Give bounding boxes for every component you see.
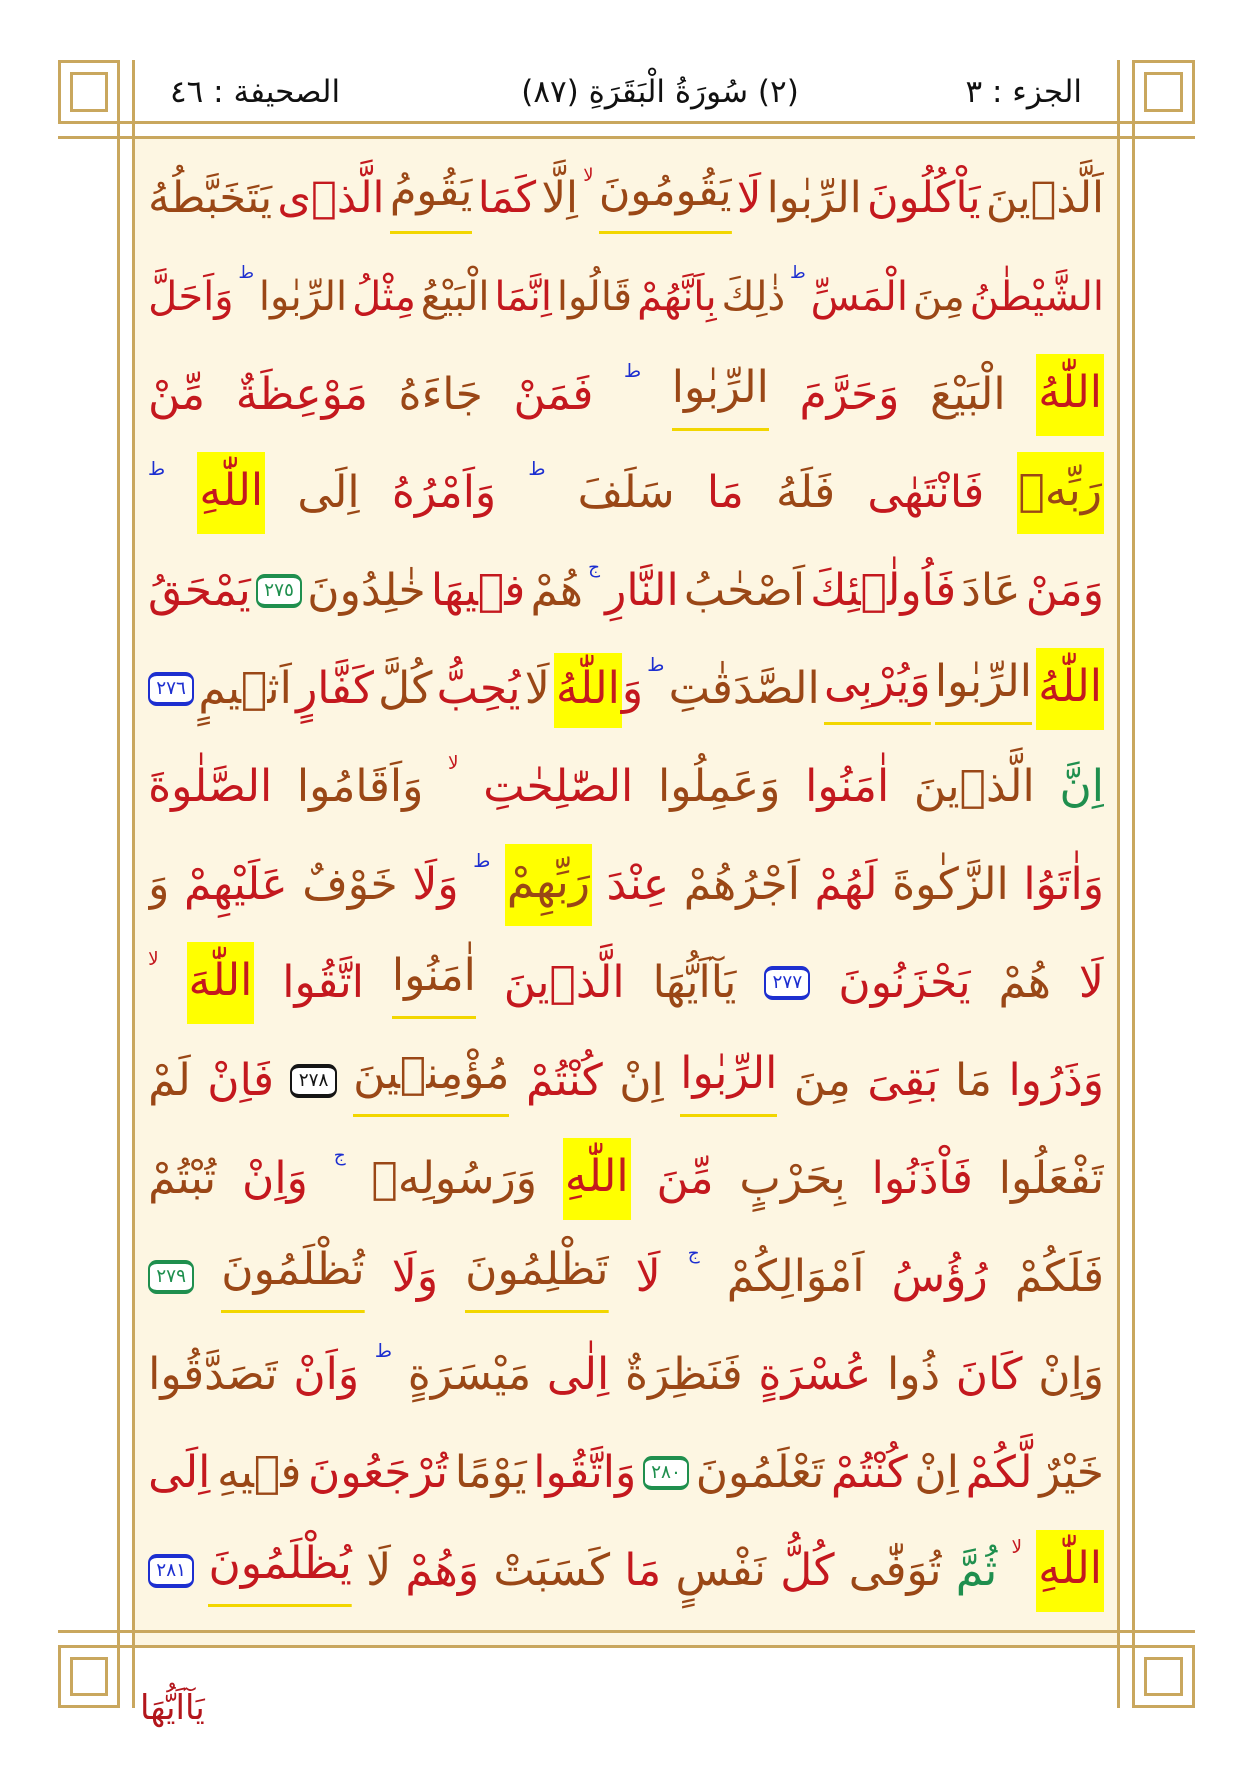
word: وَاِنْ [242,1153,308,1205]
ayah-number: ٢٧٧ [772,971,803,993]
word: لَا [366,1545,392,1597]
pause-mark: ج [588,557,601,578]
text-line [148,1424,1104,1522]
word: وَاٰتَوُا [1023,859,1104,911]
word: بِحَرْبٍ [739,1153,846,1205]
word: الَّذٖينَ [913,761,1035,813]
pause-mark: ط [790,262,806,282]
word: مَا [624,1545,662,1597]
word: وَلَا [412,859,459,911]
frame-line-bottom-inner [58,1630,1195,1633]
word: عَلَيْهِمْ [183,859,288,911]
word: فَاِنْ [207,1055,275,1107]
word: تَعْلَمُونَ [695,1447,825,1499]
pause-mark: ط [624,361,642,382]
word: كُنْتُمْ [525,1055,603,1107]
word: تُبْتُمْ [148,1153,217,1205]
word: اٰمَنُوا [392,947,476,1018]
word: اَلَّذٖينَ [985,173,1104,224]
word: تُرْجَعُونَ [308,1447,449,1499]
frame-line-top-outer [58,121,1195,124]
word: وَيُرْبِى [824,653,931,724]
frame-line-left-inner [132,60,135,1708]
frame-line-left-outer [117,60,120,1708]
word: مِثْلُ [352,274,416,320]
corner-ornament-top-right [1132,60,1195,124]
corner-ornament-top-left [58,60,120,124]
ayah-end-marker-icon [148,672,194,706]
word: لَا [524,663,550,715]
pause-mark: لا [1011,1537,1022,1558]
word: وَ [148,859,170,911]
word: رَبِّهِمْ [505,844,592,925]
word: الزَّكٰوةَ [892,859,1009,911]
word: الرِّبٰوا [935,653,1032,724]
ayah-number: ٢٧٥ [264,579,294,601]
corner-ornament-bottom-right [1132,1645,1195,1708]
word: الصّٰلِحٰتِ [483,761,634,813]
word: الصَّلٰوةَ [148,761,273,813]
pause-mark: ط [647,655,665,676]
word: فَمَنْ [513,369,594,421]
word: اَثٖيمٍ [198,663,292,715]
word: وَاتَّقُوا [533,1447,637,1499]
word: الرِّبٰوا [258,274,348,320]
word-prefix: وَ [621,663,644,715]
ayah-end-marker-icon [256,574,302,608]
word: الْبَيْعَ [930,369,1006,421]
word: كَفَّارٍ [296,663,374,715]
word: كَمَا [477,173,537,224]
word: ثُمَّ [955,1545,998,1597]
word: وَمَنْ [1025,565,1104,617]
text-line [148,542,1104,640]
word: جَاءَهُ [398,369,483,421]
word: تَصَدَّقُوا [148,1349,278,1401]
ayah-end-marker-icon [290,1064,336,1098]
corner-ornament-inner [70,1657,108,1696]
word: وَاَحَلَّ [148,274,234,320]
word: وَاَمْرُهُ [391,467,497,519]
word: مِّنْ [148,369,206,421]
word: الصَّدَقٰتِ [668,663,820,715]
ayah-number: ٢٨٠ [651,1461,681,1483]
frame-line-top-inner [58,136,1195,139]
word: يَحْزَنُونَ [838,957,971,1009]
word: مِنَ [793,1055,851,1107]
word: مِنَ [912,274,965,320]
word: كُلَّ [378,663,433,715]
word: اِنَّ [1059,761,1104,813]
word: لَمْ [148,1055,191,1107]
word: اللّٰهِ [197,452,265,533]
ayah-end-marker-icon [148,1554,194,1588]
corner-ornament-inner [1144,1657,1183,1696]
word: لَهُمْ [814,859,878,911]
word: يَقُومُ [390,164,473,234]
text-line [148,738,1104,836]
word: خَيْرٌ [1039,1447,1104,1499]
word: الَّذٖينَ [503,957,625,1009]
word: خَوْفٌ [302,859,398,911]
quran-text-body [148,150,1104,1620]
pause-mark: ط [473,851,491,872]
word: اِنَّمَا [494,274,552,320]
pause-mark: ج [333,1145,346,1166]
word: وَاَنْ [293,1349,360,1401]
word: يَمْحَقُ [148,565,251,617]
word: اِنْ [914,1447,959,1499]
ayah-end-marker-icon [764,966,810,1000]
word: ذُوا [886,1349,941,1401]
word: مَيْسَرَةٍ [407,1349,532,1401]
word: وَهُمْ [405,1545,480,1597]
word: اللّٰهُ [1036,354,1104,435]
text-line [148,346,1104,444]
word: وَلَا [391,1251,439,1303]
word: وَعَمِلُوا [657,761,781,813]
word: فٖيهِ [217,1447,302,1499]
ayah-number: ٢٧٦ [156,677,186,699]
text-line [148,836,1104,934]
word: بَقِىَ [867,1055,939,1107]
frame-line-right-outer [1132,60,1135,1708]
frame-line-bottom-outer [58,1645,1195,1648]
word: تُوَفّٰى [848,1545,942,1597]
word: الشَّيْطٰنُ [969,274,1104,320]
pause-mark: لا [448,753,459,774]
word-highlighted: اللّٰهُ [554,653,622,728]
word: يَاْكُلُونَ [866,173,981,224]
word: الْمَسِّ [810,274,908,320]
ayah-end-marker-icon [643,1456,689,1490]
ayah-number: ٢٨١ [156,1559,187,1581]
word: كَانَ [955,1349,1023,1401]
word: هُمْ [530,565,583,617]
text-line [148,444,1104,542]
word: لَا [736,173,762,224]
word: الرِّبٰوا [672,359,769,430]
word: سَلَفَ [577,467,675,519]
surah-title: (٢) سُورَةُ الْبَقَرَةِ (٨٧) [521,74,799,110]
word: يَوْمًا [454,1447,527,1499]
word: اٰمَنُوا [805,761,890,813]
word: لَا [1078,957,1104,1009]
text-line [148,1130,1104,1228]
word: مَا [954,1055,992,1107]
text-line [148,1032,1104,1130]
word: يَتَخَبَّطُهُ [148,173,273,224]
word: يُحِبُّ [436,663,521,715]
word: اتَّقُوا [282,957,364,1009]
word: اِلٰى [546,1349,610,1401]
text-line [148,1326,1104,1424]
word: اَمْوَالِكُمْ [726,1251,865,1303]
word: الَّذٖى [277,173,385,224]
pause-mark: ط [528,459,546,480]
text-line [148,1522,1104,1620]
word: مَوْعِظَةٌ [235,369,368,421]
catchword: يَآاَيُّهَا [140,1688,205,1728]
text-line [148,934,1104,1032]
word: عُسْرَةٍ [758,1349,872,1401]
word [554,660,643,717]
word: الرِّبٰوا [766,173,862,224]
word: تَظْلِمُونَ [465,1241,608,1312]
word: تَفْعَلُوا [998,1153,1104,1205]
word: خٰلِدُونَ [307,565,426,617]
word: لَّكُمْ [965,1447,1033,1499]
word: كَسَبَتْ [493,1545,611,1597]
corner-ornament-inner [70,72,108,112]
word: اِلَى [297,467,360,519]
word: الْبَيْعُ [420,274,490,320]
word: ذٰلِكَ [721,274,786,320]
word: نَفْسٍ [675,1545,767,1597]
pause-mark: ط [374,1341,392,1362]
word: عَادَ [961,565,1021,617]
pause-mark: ج [687,1243,700,1264]
word: تُظْلَمُونَ [221,1241,364,1312]
word: يَقُومُونَ [599,164,732,234]
word: فَانْتَهٰى [867,467,985,519]
word: النَّارِ [605,565,679,617]
word: اِنْ [619,1055,664,1107]
pause-mark: ط [238,262,254,282]
word: رَبِّهٖ [1017,452,1105,533]
word: فَاُولٰۤئِكَ [810,565,957,617]
word: عِنْدَ [606,859,670,911]
word: اللّٰهِ [563,1138,631,1219]
pause-mark: ط [148,459,166,480]
page-number-label: الصحيفة : ٤٦ [170,74,341,110]
word: مِّنَ [656,1153,714,1205]
word: بِاَنَّهُمْ [637,274,717,320]
word: مَا [706,467,744,519]
word: فَلَكُمْ [1014,1251,1104,1303]
pause-mark: لا [148,949,159,970]
word: الرِّبٰوا [680,1045,777,1116]
word: يُظْلَمُونَ [208,1535,351,1606]
word: يَآاَيُّهَا [652,957,737,1009]
word: قَالُوا [556,274,633,320]
text-line [148,1228,1104,1326]
word: وَرَسُولِهٖ [371,1153,537,1205]
juz-label: الجزء : ٣ [965,74,1082,110]
word: اِلَى [148,1447,211,1499]
word: اَجْرُهُمْ [683,859,800,911]
pause-mark: لا [583,165,594,186]
word: فَاْذَنُوا [871,1153,973,1205]
word: فَنَظِرَةٌ [624,1349,743,1401]
word: اِلَّا [541,173,578,224]
text-line [148,248,1104,346]
word: لَا [635,1251,661,1303]
word: اللّٰهِ [1036,1530,1104,1611]
ayah-number: ٢٧٨ [298,1069,329,1091]
word: وَاِنْ [1038,1349,1104,1401]
frame-line-right-inner [1117,60,1120,1708]
text-line [148,150,1104,248]
word: مُؤْمِنٖينَ [353,1045,509,1116]
word: وَحَرَّمَ [799,369,900,421]
word: اللّٰهَ [187,942,255,1023]
ayah-number: ٢٧٩ [156,1265,186,1287]
word: فٖيهَا [430,565,526,617]
word: وَذَرُوا [1008,1055,1104,1107]
word: اَصْحٰبُ [683,565,806,617]
word: رُؤُسُ [891,1251,988,1303]
word: كُنْتُمْ [830,1447,908,1499]
word: اللّٰهُ [1036,648,1104,729]
word: هُمْ [998,957,1051,1009]
word: وَاَقَامُوا [296,761,424,813]
corner-ornament-inner [1144,72,1183,112]
word: فَلَهُ [776,467,836,519]
corner-ornament-bottom-left [58,1645,120,1708]
word: كُلُّ [780,1545,835,1597]
text-line [148,640,1104,738]
ayah-end-marker-icon [148,1260,194,1294]
